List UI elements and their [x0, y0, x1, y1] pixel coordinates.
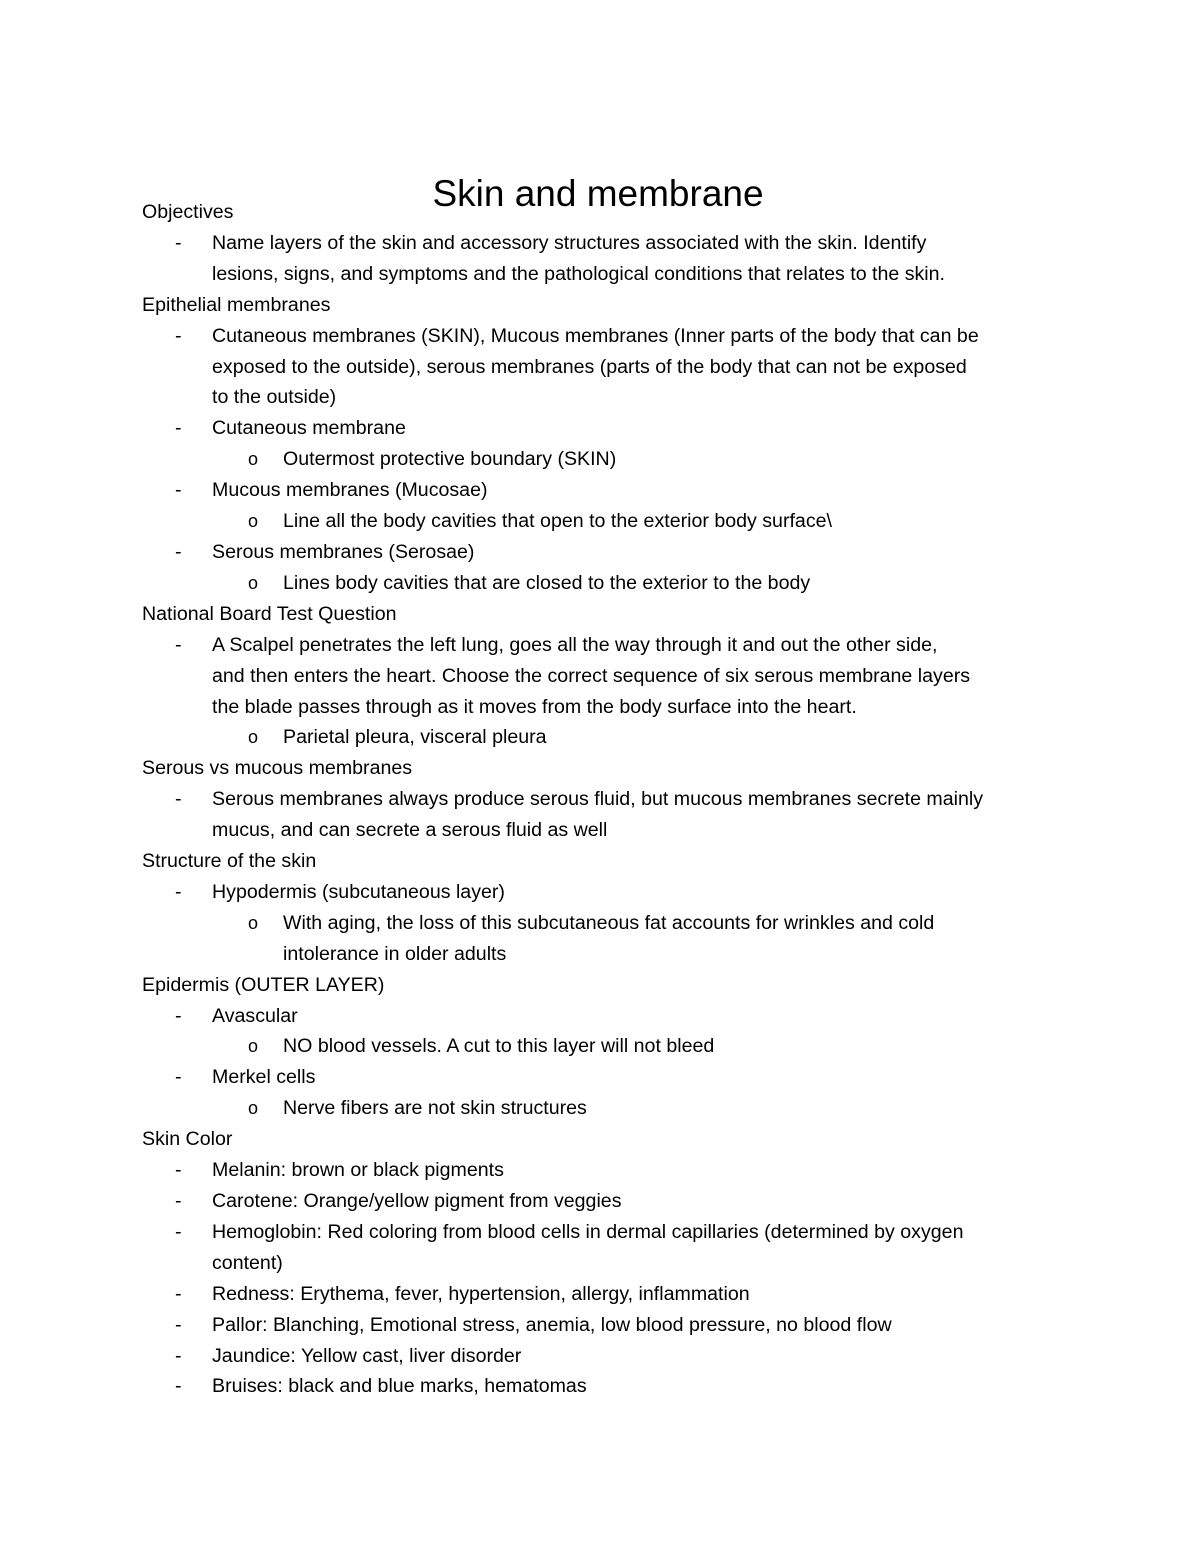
bullet-item: [142, 1217, 1077, 1279]
line-text: Cutaneous membrane: [212, 417, 406, 440]
dash-bullet-icon: -: [175, 880, 182, 903]
text-line: [142, 877, 1077, 908]
line-text: to the outside): [212, 386, 337, 409]
section: [142, 599, 1077, 754]
text-line: [142, 1001, 1077, 1032]
text-line: [142, 1371, 1077, 1402]
section-heading: Serous vs mucous membranes: [142, 757, 413, 780]
line-text: Hypodermis (subcutaneous layer): [212, 880, 505, 903]
line-text: Bruises: black and blue marks, hematomas: [212, 1375, 587, 1398]
circle-bullet-icon: o: [248, 572, 259, 593]
line-text: Serous membranes (Serosae): [212, 540, 475, 563]
text-line: [142, 444, 1077, 475]
dash-bullet-icon: -: [175, 1220, 182, 1243]
line-text: A Scalpel penetrates the left lung, goes all the way through it and out the other side,: [212, 633, 938, 656]
dash-bullet-icon: -: [175, 788, 182, 811]
dash-bullet-icon: -: [175, 540, 182, 563]
bullet-item: [142, 1155, 1077, 1186]
sub-bullet-item: [142, 1093, 1077, 1124]
sub-bullet-item: [142, 908, 1077, 970]
line-text: the blade passes through as it moves from the body surface into the heart.: [212, 695, 857, 718]
text-line: [142, 1155, 1077, 1186]
text-line: [142, 1093, 1077, 1124]
line-text: Name layers of the skin and accessory structures associated with the skin. Identify: [212, 231, 927, 254]
bullet-item: [142, 877, 1077, 908]
bullet-item: [142, 321, 1077, 414]
line-text: Avascular: [212, 1004, 298, 1027]
bullet-item: [142, 1371, 1077, 1402]
line-text: Redness: Erythema, fever, hypertension, allergy, inflammation: [212, 1282, 750, 1305]
line-text: Outermost protective boundary (SKIN): [283, 448, 617, 471]
line-text: Serous membranes always produce serous fluid, but mucous membranes secrete mainly: [212, 788, 984, 811]
section: [142, 846, 1077, 970]
dash-bullet-icon: -: [175, 1004, 182, 1027]
dash-bullet-icon: -: [175, 1159, 182, 1182]
line-text: intolerance in older adults: [283, 942, 507, 965]
bullet-item: [142, 537, 1077, 568]
bullet-item: [142, 630, 1077, 723]
section: [142, 970, 1077, 1125]
dash-bullet-icon: -: [175, 479, 182, 502]
line-text: With aging, the loss of this subcutaneous fat accounts for wrinkles and cold: [283, 911, 935, 934]
section: [142, 753, 1077, 846]
dash-bullet-icon: -: [175, 1282, 182, 1305]
dash-bullet-icon: -: [175, 1344, 182, 1367]
dash-bullet-icon: -: [175, 417, 182, 440]
circle-bullet-icon: o: [248, 912, 259, 933]
text-line: [142, 1062, 1077, 1093]
text-line: [142, 506, 1077, 537]
line-text: Line all the body cavities that open to the exterior body surface\: [283, 510, 832, 533]
sub-bullet-item: [142, 722, 1077, 753]
sub-bullet-item: [142, 444, 1077, 475]
circle-bullet-icon: o: [248, 449, 259, 470]
line-text: exposed to the outside), serous membranes (parts of the body that can not be exposed: [212, 355, 967, 378]
section: [142, 290, 1077, 599]
section-heading: Skin Color: [142, 1128, 233, 1151]
section-heading: Objectives: [142, 201, 234, 223]
dash-bullet-icon: -: [175, 1375, 182, 1398]
sub-bullet-item: [142, 568, 1077, 599]
line-text: Parietal pleura, visceral pleura: [283, 726, 547, 749]
dash-bullet-icon: -: [175, 1066, 182, 1089]
text-line: [142, 537, 1077, 568]
bullet-item: [142, 784, 1077, 846]
text-line: [142, 475, 1077, 506]
dash-bullet-icon: -: [175, 1190, 182, 1212]
bullet-item: [142, 1310, 1077, 1341]
line-text: Lines body cavities that are closed to the exterior to the body: [283, 571, 811, 594]
text-line: [142, 1279, 1077, 1310]
line-text: mucus, and can secrete a serous fluid as well: [212, 819, 608, 842]
text-line: [142, 1217, 1077, 1248]
text-line: [142, 908, 1077, 939]
text-line: [142, 815, 1077, 846]
text-line: [142, 722, 1077, 753]
text-line: [142, 352, 1077, 383]
bullet-item: [142, 1279, 1077, 1310]
section: [142, 197, 1077, 290]
line-text: content): [212, 1251, 283, 1274]
text-line: [142, 1031, 1077, 1062]
bullet-item: [142, 1186, 1077, 1217]
line-text: lesions, signs, and symptoms and the pathological conditions that relates to the skin.: [212, 262, 946, 285]
text-line: [142, 1341, 1077, 1372]
line-text: NO blood vessels. A cut to this layer will not bleed: [283, 1035, 715, 1058]
bullet-item: [142, 1001, 1077, 1032]
text-line: [142, 382, 1077, 413]
text-line: [142, 939, 1077, 970]
section-heading: Epidermis (OUTER LAYER): [142, 973, 385, 996]
sub-bullet-item: [142, 506, 1077, 537]
text-line: [142, 1186, 1077, 1217]
line-text: Nerve fibers are not skin structures: [283, 1097, 587, 1120]
text-line: [142, 784, 1077, 815]
bullet-item: [142, 475, 1077, 506]
circle-bullet-icon: o: [248, 1098, 259, 1119]
line-text: and then enters the heart. Choose the correct sequence of six serous membrane layers: [212, 664, 971, 687]
bullet-item: [142, 1341, 1077, 1372]
text-line: [142, 321, 1077, 352]
section-heading: Epithelial membranes: [142, 293, 331, 316]
line-text: Merkel cells: [212, 1066, 316, 1089]
dash-bullet-icon: -: [175, 1313, 182, 1336]
line-text: Hemoglobin: Red coloring from blood cells in dermal capillaries (determined by oxygen: [212, 1220, 964, 1243]
text-line: [142, 413, 1077, 444]
dash-bullet-icon: -: [175, 324, 182, 347]
line-text: Jaundice: Yellow cast, liver disorder: [212, 1344, 522, 1367]
line-text: Cutaneous membranes (SKIN), Mucous membranes (Inner parts of the body that can be: [212, 324, 979, 347]
line-text: Pallor: Blanching, Emotional stress, anemia, low blood pressure, no blood flow: [212, 1313, 892, 1336]
sub-bullet-item: [142, 1031, 1077, 1062]
bullet-item: [142, 413, 1077, 444]
text-line: [142, 1248, 1077, 1279]
line-text: Melanin: brown or black pigments: [212, 1159, 504, 1182]
circle-bullet-icon: o: [248, 727, 259, 748]
dash-bullet-icon: -: [175, 231, 182, 254]
dash-bullet-icon: -: [175, 633, 182, 656]
circle-bullet-icon: o: [248, 511, 259, 532]
page-title: Skin and membrane: [432, 172, 764, 214]
text-line: [142, 1310, 1077, 1341]
bullet-item: [142, 228, 1077, 290]
bullet-item: [142, 1062, 1077, 1093]
circle-bullet-icon: o: [248, 1036, 259, 1057]
line-text: Mucous membranes (Mucosae): [212, 479, 488, 502]
text-line: [142, 259, 1077, 290]
text-line: [142, 568, 1077, 599]
text-line: [142, 661, 1077, 692]
text-line: [142, 692, 1077, 723]
section: [142, 1124, 1077, 1402]
text-line: [142, 228, 1077, 259]
notes-body: [142, 197, 1077, 1402]
line-text: Carotene: Orange/yellow pigment from veggies: [212, 1190, 622, 1212]
section-heading: National Board Test Question: [142, 602, 397, 625]
section-heading: Structure of the skin: [142, 850, 317, 873]
text-line: [142, 630, 1077, 661]
